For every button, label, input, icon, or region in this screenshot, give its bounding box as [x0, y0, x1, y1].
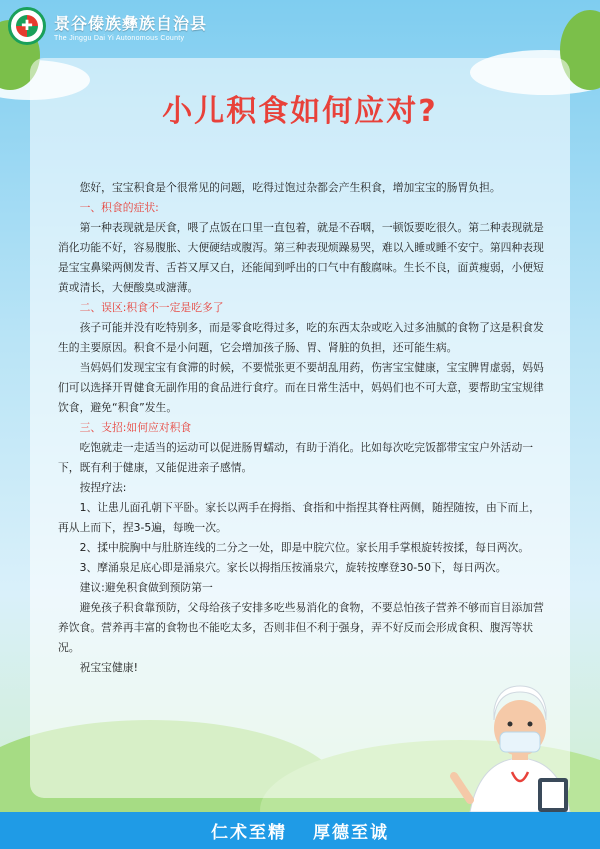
paragraph: 建议:避免积食做到预防第一: [79, 581, 213, 594]
section-heading: 二、误区:积食不一定是吃多了: [79, 301, 224, 314]
paragraph: 按捏疗法:: [79, 481, 127, 494]
header-text: [54, 11, 207, 42]
slogan-right: 厚德至诚: [313, 823, 389, 843]
paragraph: 避免孩子积食靠预防，父母给孩子安排多吃些易消化的食物，不要总怕孩子营养不够而盲目添加营养饮食。营养再丰富的食物也不能吃太多，否则非但不利于强身，弄不好反而会形成食积、腹泻等状况。: [58, 601, 544, 654]
header: [0, 0, 600, 52]
slogan-left: 仁术至精: [211, 823, 287, 843]
paragraph: 祝宝宝健康!: [79, 661, 138, 674]
article-body: [58, 178, 550, 678]
paragraph: 1、让患儿面孔朝下平卧。家长以两手在拇指、食指和中指捏其脊柱两侧，随捏随按，由下而上，再从上而下，捏3-5遍，每晚一次。: [58, 501, 540, 534]
page-title: 小儿积食如何应对?: [162, 94, 438, 129]
doctor-illustration: [450, 680, 590, 812]
county-name-en: The Jinggu Dai Yi Autonomous County: [54, 34, 185, 42]
cross-icon: ✚: [21, 18, 33, 34]
paragraph: 第一种表现就是厌食，喂了点饭在口里一直包着，就是不吞咽，一顿饭要吃很久。第二种表现就是消化功能不好，容易腹胀、大便硬结或腹泻。第三种表现烦躁易哭，难以入睡或睡不安宁。第四种表现是宝宝鼻梁两侧发青、舌苔又厚又白，还能闻到呼出的口气中有酸腐味。生长不良，面黄瘦弱，小便短黄或清长，大便酸臭或溏薄。: [58, 221, 544, 294]
section-heading: 三、支招:如何应对积食: [79, 421, 192, 434]
county-logo: [8, 7, 46, 45]
section-heading: 一、积食的症状:: [79, 201, 159, 214]
paragraph: 2、揉中脘胸中与肚脐连线的二分之一处，即是中脘穴位。家长用手掌根旋转按揉，每日两次。: [79, 541, 530, 554]
paragraph: 吃饱就走一走适当的运动可以促进肠胃蠕动，有助于消化。比如每次吃完饭都带宝宝户外活动一下，既有利于健康，又能促进亲子感情。: [58, 441, 534, 474]
paragraph: 3、摩涌泉足底心即是涌泉穴。家长以拇指压按涌泉穴，旋转按摩登30-50下，每日两次。: [79, 561, 507, 574]
paragraph: 您好，宝宝积食是个很常见的问题，吃得过饱过杂都会产生积食，增加宝宝的肠胃负担。: [79, 181, 501, 194]
footer-banner: [0, 812, 600, 849]
paragraph: 孩子可能并没有吃特别多，而是零食吃得过多，吃的东西太杂或吃入过多油腻的食物了这是积食发生的主要原因。积食不是小问题，它会增加孩子肠、胃、肾脏的负担，还可能生病。: [58, 321, 544, 354]
county-name: 景谷傣族彝族自治县: [54, 13, 208, 33]
paragraph: 当妈妈们发现宝宝有食滞的时候，不要慌张更不要胡乱用药，伤害宝宝健康，宝宝脾胃虚弱，妈妈们可以选择开胃健食无副作用的食品进行食疗。而在日常生活中，妈妈们也不可大意，要帮助宝宝规律饮食，避免“积食”发生。: [58, 361, 544, 414]
